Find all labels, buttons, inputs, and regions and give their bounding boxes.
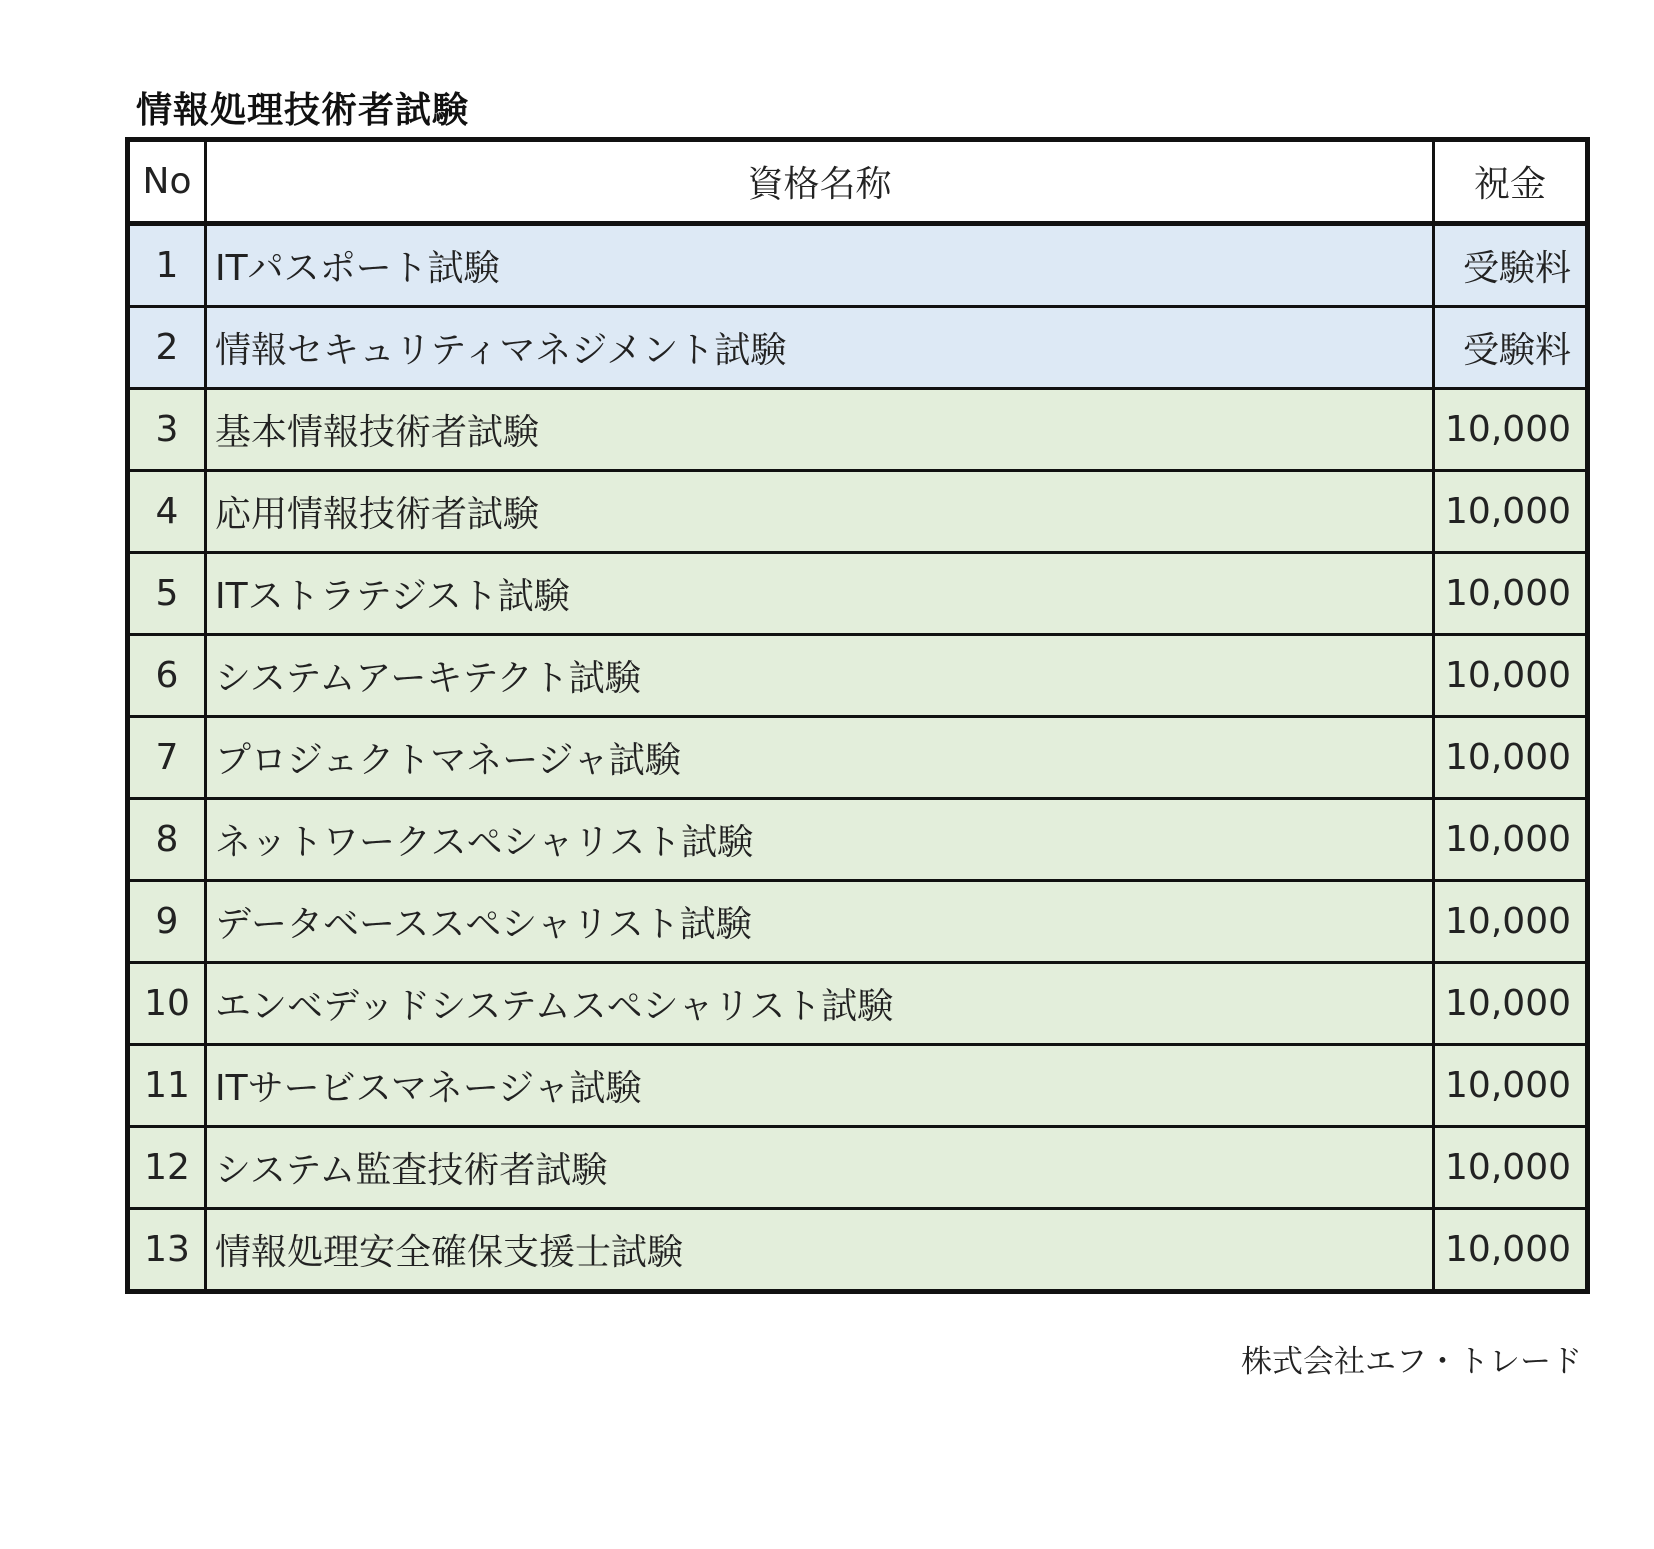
- table-row: [128, 963, 1588, 1045]
- row-no: 4: [128, 471, 206, 553]
- row-reward: 10,000: [1434, 635, 1588, 717]
- row-no: 10: [128, 963, 206, 1045]
- row-reward: 受験料: [1434, 224, 1588, 307]
- row-name: 情報セキュリティマネジメント試験: [206, 307, 1434, 389]
- table-row: [128, 224, 1588, 307]
- row-name: システム監査技術者試験: [206, 1127, 1434, 1209]
- row-reward: 10,000: [1434, 1127, 1588, 1209]
- row-name: 基本情報技術者試験: [206, 389, 1434, 471]
- table-row: [128, 1209, 1588, 1292]
- table-row: [128, 1127, 1588, 1209]
- row-reward: 10,000: [1434, 963, 1588, 1045]
- table-row: [128, 635, 1588, 717]
- row-name: プロジェクトマネージャ試験: [206, 717, 1434, 799]
- row-reward: 10,000: [1434, 881, 1588, 963]
- row-name: 情報処理安全確保支援士試験: [206, 1209, 1434, 1292]
- row-reward: 10,000: [1434, 717, 1588, 799]
- row-name: ネットワークスペシャリスト試験: [206, 799, 1434, 881]
- company-name: 株式会社エフ・トレード: [1241, 1344, 1582, 1380]
- row-reward: 10,000: [1434, 1045, 1588, 1127]
- table-row: [128, 881, 1588, 963]
- table-row: [128, 389, 1588, 471]
- row-no: 7: [128, 717, 206, 799]
- header-reward: 祝金: [1434, 140, 1588, 224]
- header-no: No: [128, 140, 206, 224]
- row-name: システムアーキテクト試験: [206, 635, 1434, 717]
- table-row: [128, 307, 1588, 389]
- row-reward: 受験料: [1434, 307, 1588, 389]
- row-name: データベーススペシャリスト試験: [206, 881, 1434, 963]
- row-no: 2: [128, 307, 206, 389]
- table-row: [128, 553, 1588, 635]
- certification-table: [125, 137, 1590, 1294]
- page-title: 情報処理技術者試験: [136, 90, 470, 131]
- row-no: 3: [128, 389, 206, 471]
- row-name: ITパスポート試験: [206, 224, 1434, 307]
- table-row: [128, 1045, 1588, 1127]
- row-reward: 10,000: [1434, 389, 1588, 471]
- row-no: 11: [128, 1045, 206, 1127]
- table-header-row: [128, 140, 1588, 224]
- row-reward: 10,000: [1434, 553, 1588, 635]
- row-name: エンベデッドシステムスペシャリスト試験: [206, 963, 1434, 1045]
- row-no: 8: [128, 799, 206, 881]
- row-no: 13: [128, 1209, 206, 1292]
- row-no: 12: [128, 1127, 206, 1209]
- row-name: ITサービスマネージャ試験: [206, 1045, 1434, 1127]
- row-name: ITストラテジスト試験: [206, 553, 1434, 635]
- row-reward: 10,000: [1434, 1209, 1588, 1292]
- table-row: [128, 717, 1588, 799]
- row-name: 応用情報技術者試験: [206, 471, 1434, 553]
- table-row: [128, 471, 1588, 553]
- row-no: 5: [128, 553, 206, 635]
- header-name: 資格名称: [206, 140, 1434, 224]
- row-no: 1: [128, 224, 206, 307]
- row-reward: 10,000: [1434, 471, 1588, 553]
- row-no: 9: [128, 881, 206, 963]
- row-reward: 10,000: [1434, 799, 1588, 881]
- table-row: [128, 799, 1588, 881]
- row-no: 6: [128, 635, 206, 717]
